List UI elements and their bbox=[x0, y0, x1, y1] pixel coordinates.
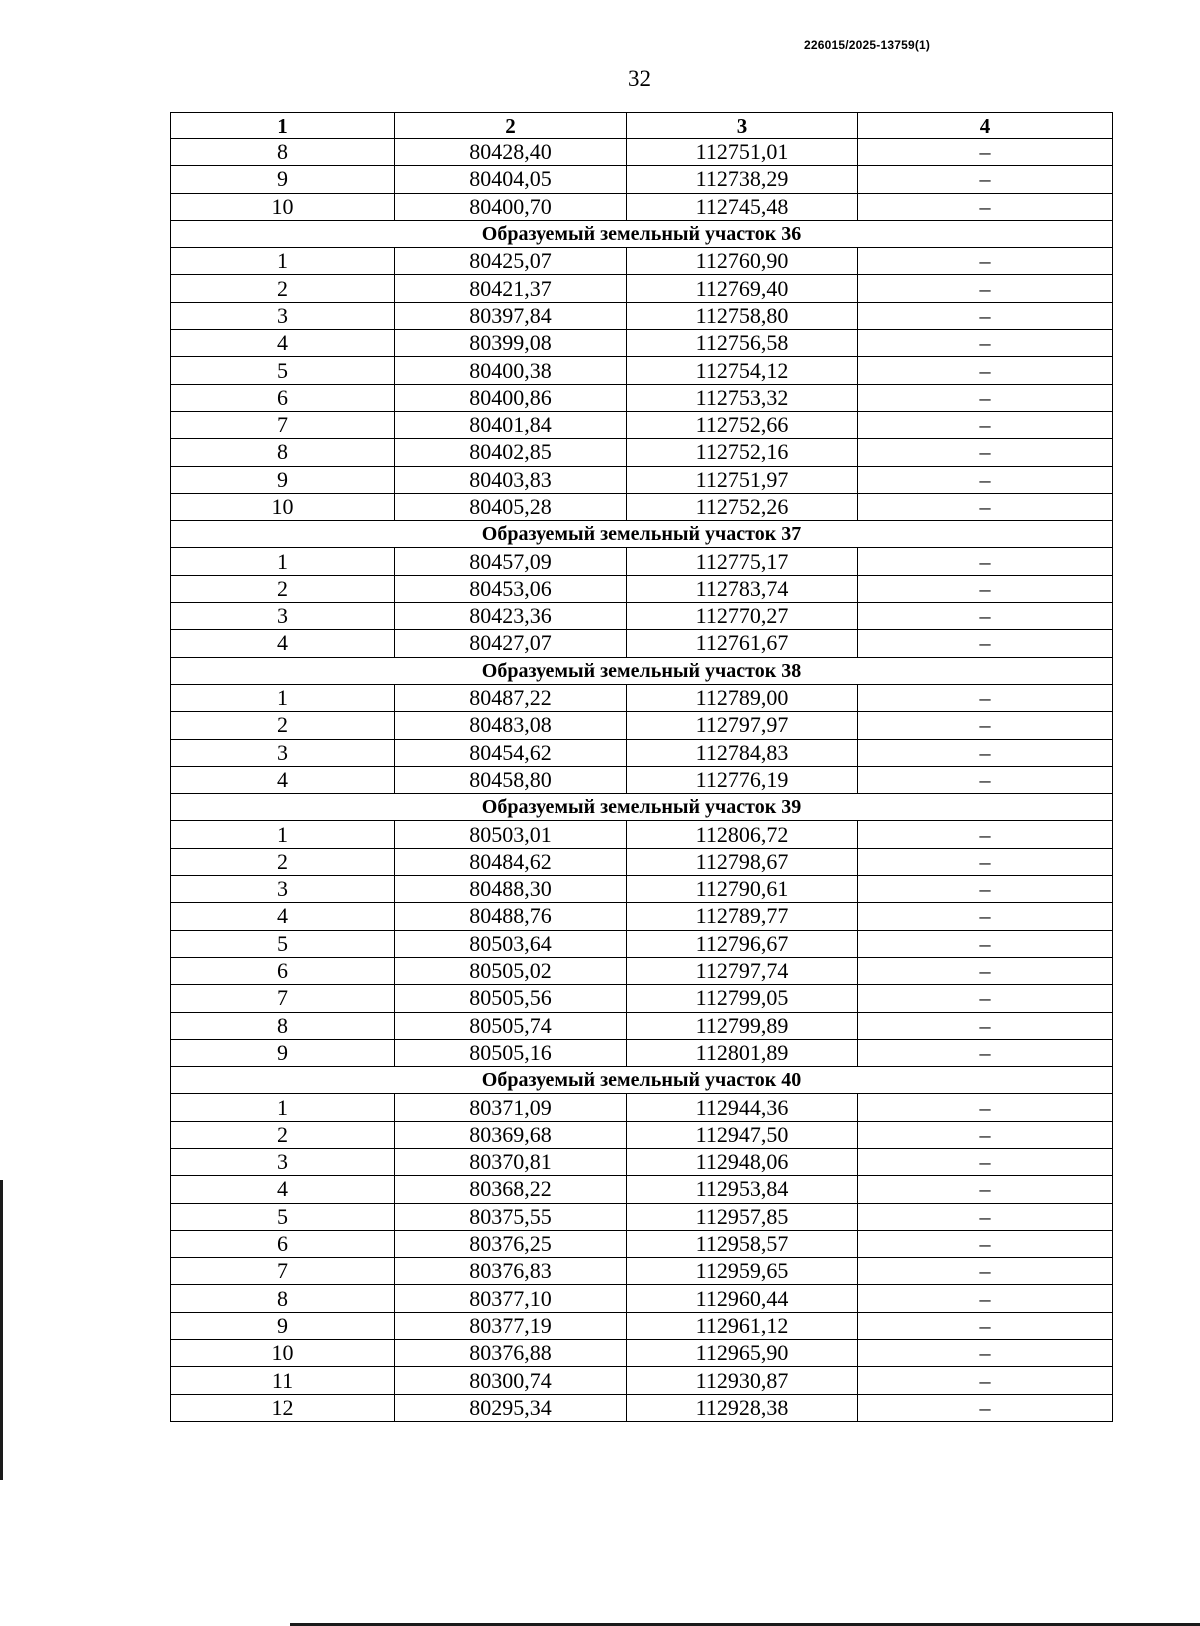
table-row bbox=[171, 384, 1113, 411]
point-number-cell: 2 bbox=[171, 848, 395, 875]
scan-edge-line bbox=[0, 1180, 3, 1480]
table-row bbox=[171, 275, 1113, 302]
table-row bbox=[171, 1203, 1113, 1230]
x-coordinate-cell: 80503,64 bbox=[395, 930, 627, 957]
table-row bbox=[171, 603, 1113, 630]
note-cell: – bbox=[858, 821, 1113, 848]
note-cell: – bbox=[858, 1394, 1113, 1421]
note-cell: – bbox=[858, 1012, 1113, 1039]
y-coordinate-cell: 112760,90 bbox=[627, 248, 858, 275]
x-coordinate-cell: 80377,10 bbox=[395, 1285, 627, 1312]
x-coordinate-cell: 80484,62 bbox=[395, 848, 627, 875]
point-number-cell: 10 bbox=[171, 493, 395, 520]
y-coordinate-cell: 112769,40 bbox=[627, 275, 858, 302]
table-row bbox=[171, 548, 1113, 575]
point-number-cell: 9 bbox=[171, 1312, 395, 1339]
point-number-cell: 6 bbox=[171, 1230, 395, 1257]
point-number-cell: 2 bbox=[171, 712, 395, 739]
section-heading-row bbox=[171, 521, 1113, 548]
note-cell: – bbox=[858, 248, 1113, 275]
y-coordinate-cell: 112783,74 bbox=[627, 575, 858, 602]
note-cell: – bbox=[858, 1367, 1113, 1394]
table-row bbox=[171, 357, 1113, 384]
x-coordinate-cell: 80368,22 bbox=[395, 1176, 627, 1203]
point-number-cell: 5 bbox=[171, 1203, 395, 1230]
y-coordinate-cell: 112798,67 bbox=[627, 848, 858, 875]
x-coordinate-cell: 80488,30 bbox=[395, 876, 627, 903]
point-number-cell: 5 bbox=[171, 357, 395, 384]
note-cell: – bbox=[858, 411, 1113, 438]
column-header: 1 bbox=[171, 113, 395, 139]
point-number-cell: 1 bbox=[171, 684, 395, 711]
note-cell: – bbox=[858, 275, 1113, 302]
coordinates-table bbox=[170, 112, 1113, 1422]
point-number-cell: 2 bbox=[171, 1121, 395, 1148]
x-coordinate-cell: 80376,83 bbox=[395, 1258, 627, 1285]
x-coordinate-cell: 80400,38 bbox=[395, 357, 627, 384]
point-number-cell: 8 bbox=[171, 1012, 395, 1039]
x-coordinate-cell: 80428,40 bbox=[395, 139, 627, 166]
x-coordinate-cell: 80454,62 bbox=[395, 739, 627, 766]
x-coordinate-cell: 80400,70 bbox=[395, 193, 627, 220]
y-coordinate-cell: 112751,01 bbox=[627, 139, 858, 166]
x-coordinate-cell: 80405,28 bbox=[395, 493, 627, 520]
point-number-cell: 7 bbox=[171, 1258, 395, 1285]
point-number-cell: 2 bbox=[171, 275, 395, 302]
y-coordinate-cell: 112784,83 bbox=[627, 739, 858, 766]
y-coordinate-cell: 112930,87 bbox=[627, 1367, 858, 1394]
note-cell: – bbox=[858, 903, 1113, 930]
table-row bbox=[171, 248, 1113, 275]
note-cell: – bbox=[858, 766, 1113, 793]
table-row bbox=[171, 575, 1113, 602]
point-number-cell: 6 bbox=[171, 384, 395, 411]
note-cell: – bbox=[858, 139, 1113, 166]
point-number-cell: 1 bbox=[171, 548, 395, 575]
y-coordinate-cell: 112965,90 bbox=[627, 1340, 858, 1367]
y-coordinate-cell: 112790,61 bbox=[627, 876, 858, 903]
note-cell: – bbox=[858, 1121, 1113, 1148]
section-heading-row bbox=[171, 1067, 1113, 1094]
point-number-cell: 8 bbox=[171, 1285, 395, 1312]
x-coordinate-cell: 80505,02 bbox=[395, 957, 627, 984]
table-row bbox=[171, 985, 1113, 1012]
y-coordinate-cell: 112775,17 bbox=[627, 548, 858, 575]
point-number-cell: 3 bbox=[171, 603, 395, 630]
y-coordinate-cell: 112806,72 bbox=[627, 821, 858, 848]
section-title: Образуемый земельный участок 39 bbox=[171, 794, 1113, 821]
note-cell: – bbox=[858, 548, 1113, 575]
x-coordinate-cell: 80369,68 bbox=[395, 1121, 627, 1148]
note-cell: – bbox=[858, 603, 1113, 630]
table-row bbox=[171, 1312, 1113, 1339]
note-cell: – bbox=[858, 930, 1113, 957]
table-row bbox=[171, 712, 1113, 739]
table-row bbox=[171, 330, 1113, 357]
section-title: Образуемый земельный участок 40 bbox=[171, 1067, 1113, 1094]
table-row bbox=[171, 1094, 1113, 1121]
table-row bbox=[171, 684, 1113, 711]
table-row bbox=[171, 302, 1113, 329]
coordinates-table-body bbox=[171, 113, 1113, 1422]
note-cell: – bbox=[858, 848, 1113, 875]
note-cell: – bbox=[858, 1285, 1113, 1312]
y-coordinate-cell: 112776,19 bbox=[627, 766, 858, 793]
y-coordinate-cell: 112799,89 bbox=[627, 1012, 858, 1039]
y-coordinate-cell: 112752,26 bbox=[627, 493, 858, 520]
table-row bbox=[171, 848, 1113, 875]
note-cell: – bbox=[858, 684, 1113, 711]
point-number-cell: 4 bbox=[171, 1176, 395, 1203]
y-coordinate-cell: 112754,12 bbox=[627, 357, 858, 384]
note-cell: – bbox=[858, 739, 1113, 766]
table-row bbox=[171, 1367, 1113, 1394]
x-coordinate-cell: 80427,07 bbox=[395, 630, 627, 657]
note-cell: – bbox=[858, 466, 1113, 493]
column-header: 2 bbox=[395, 113, 627, 139]
x-coordinate-cell: 80400,86 bbox=[395, 384, 627, 411]
table-row bbox=[171, 1285, 1113, 1312]
note-cell: – bbox=[858, 1148, 1113, 1175]
y-coordinate-cell: 112799,05 bbox=[627, 985, 858, 1012]
point-number-cell: 3 bbox=[171, 1148, 395, 1175]
y-coordinate-cell: 112957,85 bbox=[627, 1203, 858, 1230]
point-number-cell: 6 bbox=[171, 957, 395, 984]
note-cell: – bbox=[858, 712, 1113, 739]
table-row bbox=[171, 1176, 1113, 1203]
note-cell: – bbox=[858, 630, 1113, 657]
y-coordinate-cell: 112797,97 bbox=[627, 712, 858, 739]
point-number-cell: 7 bbox=[171, 985, 395, 1012]
note-cell: – bbox=[858, 384, 1113, 411]
x-coordinate-cell: 80295,34 bbox=[395, 1394, 627, 1421]
y-coordinate-cell: 112958,57 bbox=[627, 1230, 858, 1257]
x-coordinate-cell: 80401,84 bbox=[395, 411, 627, 438]
table-row bbox=[171, 739, 1113, 766]
section-title: Образуемый земельный участок 38 bbox=[171, 657, 1113, 684]
x-coordinate-cell: 80370,81 bbox=[395, 1148, 627, 1175]
y-coordinate-cell: 112756,58 bbox=[627, 330, 858, 357]
x-coordinate-cell: 80505,16 bbox=[395, 1039, 627, 1066]
point-number-cell: 9 bbox=[171, 166, 395, 193]
point-number-cell: 10 bbox=[171, 1340, 395, 1367]
y-coordinate-cell: 112789,77 bbox=[627, 903, 858, 930]
y-coordinate-cell: 112758,80 bbox=[627, 302, 858, 329]
y-coordinate-cell: 112789,00 bbox=[627, 684, 858, 711]
point-number-cell: 7 bbox=[171, 411, 395, 438]
point-number-cell: 5 bbox=[171, 930, 395, 957]
section-title: Образуемый земельный участок 37 bbox=[171, 521, 1113, 548]
table-header-row bbox=[171, 113, 1113, 139]
x-coordinate-cell: 80423,36 bbox=[395, 603, 627, 630]
table-row bbox=[171, 193, 1113, 220]
table-row bbox=[171, 957, 1113, 984]
point-number-cell: 4 bbox=[171, 903, 395, 930]
x-coordinate-cell: 80402,85 bbox=[395, 439, 627, 466]
y-coordinate-cell: 112948,06 bbox=[627, 1148, 858, 1175]
x-coordinate-cell: 80505,56 bbox=[395, 985, 627, 1012]
x-coordinate-cell: 80503,01 bbox=[395, 821, 627, 848]
note-cell: – bbox=[858, 985, 1113, 1012]
x-coordinate-cell: 80457,09 bbox=[395, 548, 627, 575]
x-coordinate-cell: 80376,25 bbox=[395, 1230, 627, 1257]
note-cell: – bbox=[858, 166, 1113, 193]
table-row bbox=[171, 766, 1113, 793]
y-coordinate-cell: 112960,44 bbox=[627, 1285, 858, 1312]
x-coordinate-cell: 80488,76 bbox=[395, 903, 627, 930]
point-number-cell: 8 bbox=[171, 439, 395, 466]
section-heading-row bbox=[171, 657, 1113, 684]
x-coordinate-cell: 80487,22 bbox=[395, 684, 627, 711]
table-row bbox=[171, 439, 1113, 466]
y-coordinate-cell: 112738,29 bbox=[627, 166, 858, 193]
table-row bbox=[171, 139, 1113, 166]
point-number-cell: 1 bbox=[171, 248, 395, 275]
note-cell: – bbox=[858, 1230, 1113, 1257]
y-coordinate-cell: 112801,89 bbox=[627, 1039, 858, 1066]
table-row bbox=[171, 411, 1113, 438]
point-number-cell: 11 bbox=[171, 1367, 395, 1394]
table-row bbox=[171, 1394, 1113, 1421]
note-cell: – bbox=[858, 575, 1113, 602]
note-cell: – bbox=[858, 1203, 1113, 1230]
table-row bbox=[171, 1148, 1113, 1175]
point-number-cell: 4 bbox=[171, 630, 395, 657]
section-heading-row bbox=[171, 794, 1113, 821]
table-row bbox=[171, 1039, 1113, 1066]
y-coordinate-cell: 112797,74 bbox=[627, 957, 858, 984]
note-cell: – bbox=[858, 493, 1113, 520]
y-coordinate-cell: 112959,65 bbox=[627, 1258, 858, 1285]
y-coordinate-cell: 112944,36 bbox=[627, 1094, 858, 1121]
table-row bbox=[171, 1230, 1113, 1257]
note-cell: – bbox=[858, 439, 1113, 466]
point-number-cell: 4 bbox=[171, 766, 395, 793]
point-number-cell: 9 bbox=[171, 466, 395, 493]
y-coordinate-cell: 112953,84 bbox=[627, 1176, 858, 1203]
y-coordinate-cell: 112961,12 bbox=[627, 1312, 858, 1339]
column-header: 4 bbox=[858, 113, 1113, 139]
x-coordinate-cell: 80483,08 bbox=[395, 712, 627, 739]
section-title: Образуемый земельный участок 36 bbox=[171, 220, 1113, 247]
x-coordinate-cell: 80458,80 bbox=[395, 766, 627, 793]
note-cell: – bbox=[858, 1094, 1113, 1121]
table-row bbox=[171, 493, 1113, 520]
point-number-cell: 3 bbox=[171, 739, 395, 766]
table-row bbox=[171, 1121, 1113, 1148]
table-row bbox=[171, 1012, 1113, 1039]
point-number-cell: 3 bbox=[171, 302, 395, 329]
table-row bbox=[171, 876, 1113, 903]
page-number: 32 bbox=[628, 66, 651, 91]
x-coordinate-cell: 80377,19 bbox=[395, 1312, 627, 1339]
y-coordinate-cell: 112752,66 bbox=[627, 411, 858, 438]
y-coordinate-cell: 112761,67 bbox=[627, 630, 858, 657]
note-cell: – bbox=[858, 302, 1113, 329]
note-cell: – bbox=[858, 193, 1113, 220]
y-coordinate-cell: 112753,32 bbox=[627, 384, 858, 411]
x-coordinate-cell: 80505,74 bbox=[395, 1012, 627, 1039]
note-cell: – bbox=[858, 330, 1113, 357]
y-coordinate-cell: 112947,50 bbox=[627, 1121, 858, 1148]
point-number-cell: 10 bbox=[171, 193, 395, 220]
x-coordinate-cell: 80403,83 bbox=[395, 466, 627, 493]
table-row bbox=[171, 1340, 1113, 1367]
table-row bbox=[171, 1258, 1113, 1285]
x-coordinate-cell: 80404,05 bbox=[395, 166, 627, 193]
note-cell: – bbox=[858, 357, 1113, 384]
y-coordinate-cell: 112928,38 bbox=[627, 1394, 858, 1421]
x-coordinate-cell: 80453,06 bbox=[395, 575, 627, 602]
note-cell: – bbox=[858, 876, 1113, 903]
x-coordinate-cell: 80421,37 bbox=[395, 275, 627, 302]
point-number-cell: 9 bbox=[171, 1039, 395, 1066]
table-row bbox=[171, 630, 1113, 657]
x-coordinate-cell: 80371,09 bbox=[395, 1094, 627, 1121]
y-coordinate-cell: 112770,27 bbox=[627, 603, 858, 630]
point-number-cell: 8 bbox=[171, 139, 395, 166]
note-cell: – bbox=[858, 1340, 1113, 1367]
y-coordinate-cell: 112745,48 bbox=[627, 193, 858, 220]
point-number-cell: 1 bbox=[171, 1094, 395, 1121]
note-cell: – bbox=[858, 1176, 1113, 1203]
column-header: 3 bbox=[627, 113, 858, 139]
point-number-cell: 2 bbox=[171, 575, 395, 602]
point-number-cell: 4 bbox=[171, 330, 395, 357]
y-coordinate-cell: 112751,97 bbox=[627, 466, 858, 493]
note-cell: – bbox=[858, 957, 1113, 984]
x-coordinate-cell: 80399,08 bbox=[395, 330, 627, 357]
point-number-cell: 12 bbox=[171, 1394, 395, 1421]
note-cell: – bbox=[858, 1039, 1113, 1066]
note-cell: – bbox=[858, 1312, 1113, 1339]
table-row bbox=[171, 903, 1113, 930]
note-cell: – bbox=[858, 1258, 1113, 1285]
table-row bbox=[171, 466, 1113, 493]
x-coordinate-cell: 80425,07 bbox=[395, 248, 627, 275]
x-coordinate-cell: 80397,84 bbox=[395, 302, 627, 329]
table-row bbox=[171, 821, 1113, 848]
x-coordinate-cell: 80375,55 bbox=[395, 1203, 627, 1230]
x-coordinate-cell: 80300,74 bbox=[395, 1367, 627, 1394]
point-number-cell: 3 bbox=[171, 876, 395, 903]
table-row bbox=[171, 930, 1113, 957]
section-heading-row bbox=[171, 220, 1113, 247]
point-number-cell: 1 bbox=[171, 821, 395, 848]
y-coordinate-cell: 112796,67 bbox=[627, 930, 858, 957]
y-coordinate-cell: 112752,16 bbox=[627, 439, 858, 466]
table-row bbox=[171, 166, 1113, 193]
x-coordinate-cell: 80376,88 bbox=[395, 1340, 627, 1367]
document-number: 226015/2025-13759(1) bbox=[804, 38, 931, 52]
